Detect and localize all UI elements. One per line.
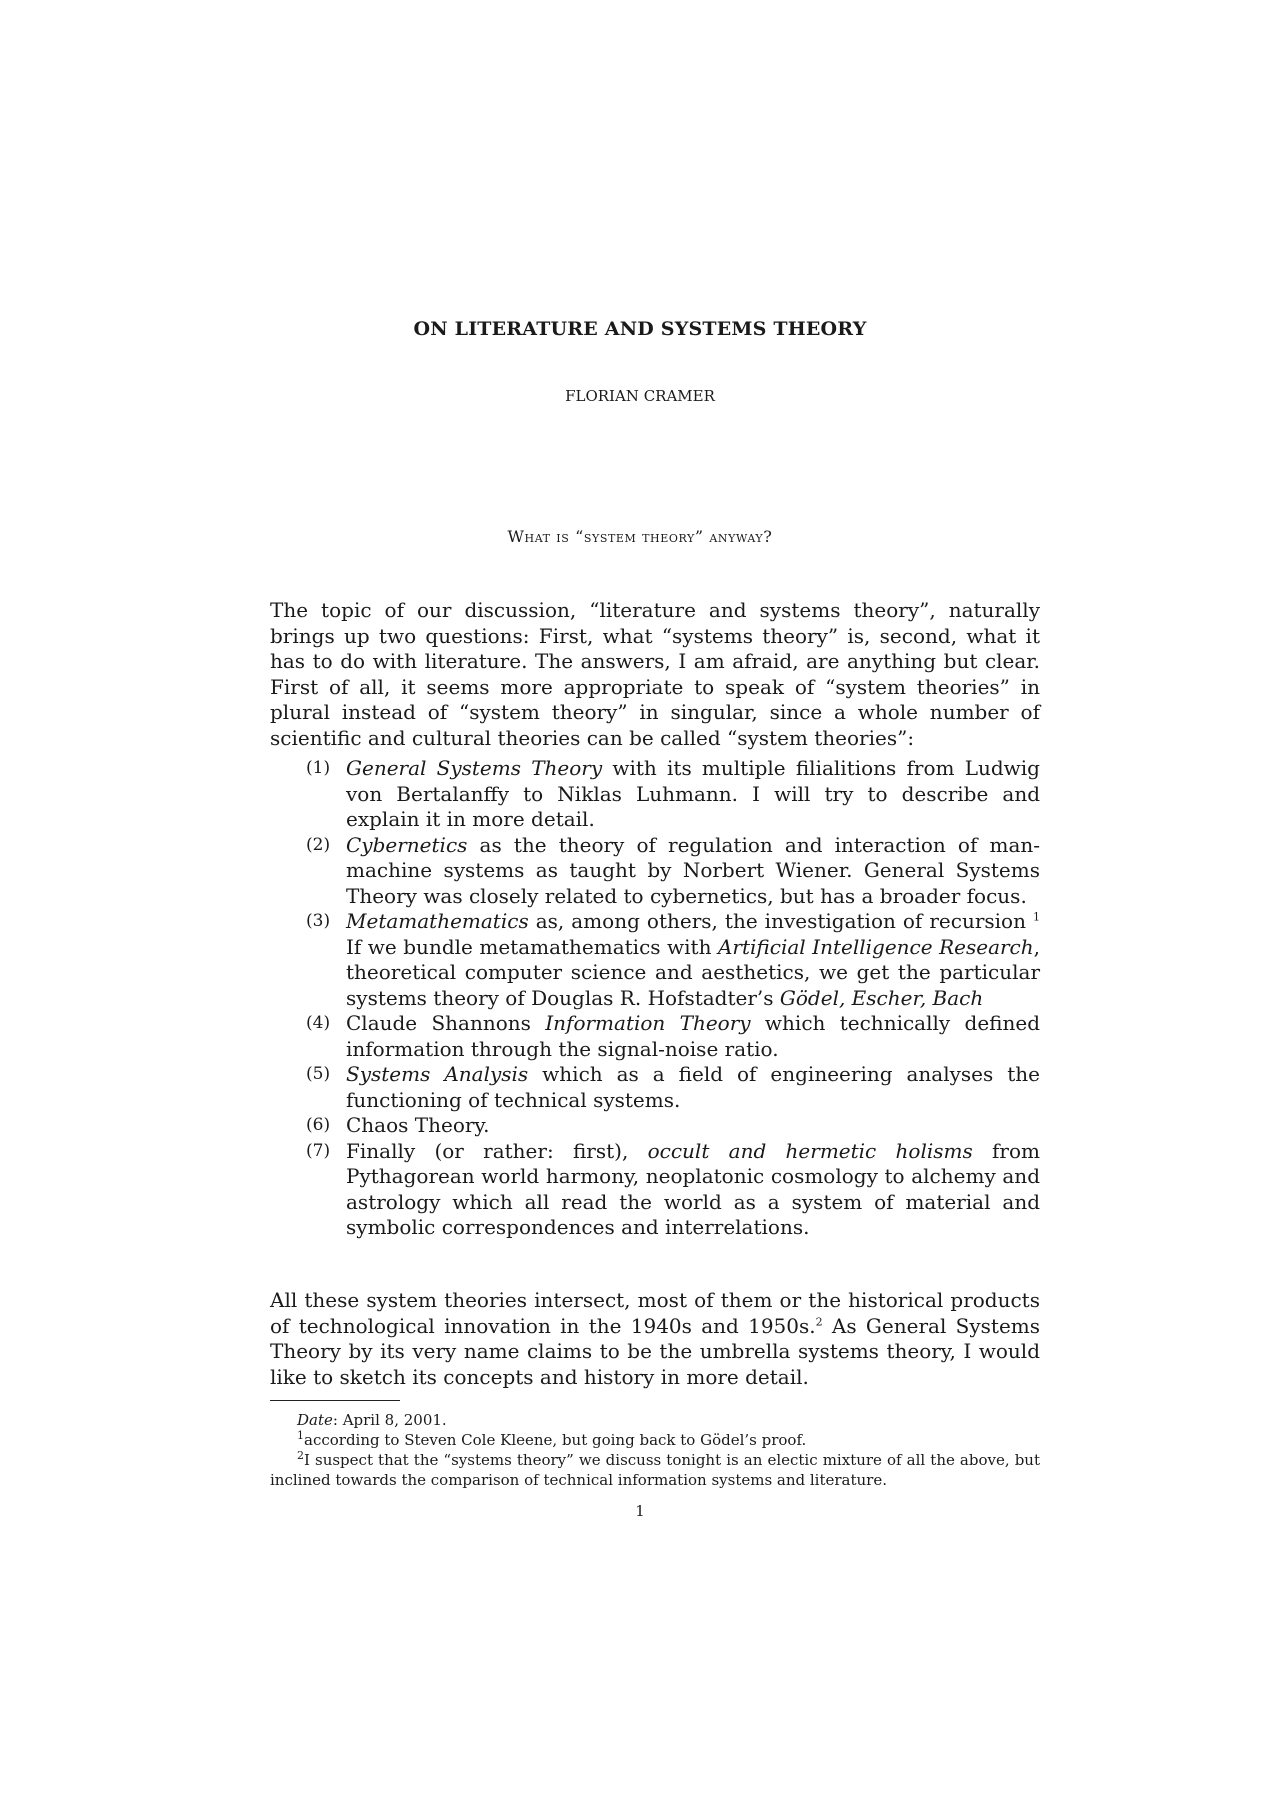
section-heading: What is “system theory” anyway? (507, 527, 773, 546)
paragraph-text: As General Systems Theory by its very name claims to be the umbrella systems theory, I would like to sketch its concepts and history in more detail. (270, 1313, 1041, 1389)
list-item (306, 1062, 1040, 1113)
list-text: from Pythagorean world harmony, neoplatonic cosmology to alchemy and astrology which all read the world as a system of material and symbolic correspondences and interrelations. (346, 1138, 1041, 1239)
list-text: which as a field of engineering analyses the functioning of technical systems. (346, 1062, 1040, 1112)
list-item (306, 1011, 1040, 1062)
footnote-text: I suspect that the “systems theory” we discuss tonight is an electic mixture of all the above, but inclined towards the comparison of technical information systems and literature. (270, 1451, 1040, 1489)
date-label: Date (297, 1411, 333, 1429)
paragraph-text: All these system theories intersect, most of them or the historical products of technological innovation in the 1940s and 1950s. (270, 1288, 1040, 1338)
list-text: as the theory of regulation and interaction of man-machine systems as taught by Norbert Wiener. General Systems Theory was closely related to cybernetics, but has a broader focus. (346, 832, 1040, 908)
footnote-number: 2 (297, 1449, 304, 1462)
list-text: , theoretical computer science and aesthetics, we get the particular systems theory of Douglas R. Hofstadter’s (346, 934, 1040, 1010)
list-item (306, 1113, 1040, 1139)
list-number: (6) (306, 1115, 331, 1135)
paper-title: ON LITERATURE AND SYSTEMS THEORY (413, 318, 867, 340)
list-number: (4) (306, 1013, 331, 1033)
footnote-date (270, 1410, 1040, 1430)
footnote-2 (270, 1450, 1040, 1490)
list-number: (2) (306, 834, 331, 855)
list-term: Gödel, Escher, Bach (779, 985, 984, 1010)
list-item (306, 909, 1040, 1011)
list-item (306, 1139, 1040, 1241)
list-text: Claude Shannons (346, 1011, 546, 1035)
list-term: Systems Analysis (346, 1062, 529, 1086)
list-text: If we bundle metamathematics with (346, 934, 718, 959)
list-item (306, 833, 1040, 910)
list-term: Artificial Intelligence Research (717, 934, 1034, 959)
author-name: FLORIAN CRAMER (565, 387, 715, 405)
footnotes (270, 1410, 1040, 1490)
footnote-marker[interactable]: 1 (1033, 910, 1040, 924)
list-term: General Systems Theory (346, 756, 603, 780)
footnote-text: according to Steven Cole Kleene, but going back to Gödel’s proof. (304, 1431, 807, 1449)
list-number: (3) (306, 911, 331, 931)
list-text: which technically defined information through the signal-noise ratio. (346, 1011, 1041, 1061)
list-text: Finally (or rather: first), (346, 1138, 648, 1163)
closing-paragraph (270, 1288, 1040, 1390)
footnote-1 (270, 1430, 1040, 1450)
list-term: Information Theory (545, 1011, 751, 1035)
intro-paragraph: The topic of our discussion, “literature and systems theory”, naturally brings up two questions: First, what “systems theory” is, second, what it has to do with literature. The answers, I am afraid, are anything but clear. First of all, it seems more appropriate to speak of “system theories” in plural instead of “system theory” in singular, since a whole number of scientific and cultural theories can be called “system theories”: (270, 598, 1040, 750)
list-number: (1) (306, 758, 331, 778)
list-text: Chaos Theory. (346, 1113, 490, 1137)
footnote-number: 1 (297, 1429, 304, 1442)
list-term: occult and hermetic holisms (647, 1138, 973, 1163)
page-number: 1 (635, 1502, 645, 1520)
list-number: (5) (306, 1064, 331, 1084)
date-value: : April 8, 2001. (332, 1411, 447, 1429)
list-term: Metamathematics (346, 909, 529, 933)
system-theories-list (306, 756, 1040, 1241)
footnote-marker[interactable]: 2 (815, 1314, 823, 1328)
list-number: (7) (306, 1140, 331, 1161)
list-text: as, among others, the investigation of recursion (528, 909, 1033, 933)
list-term: Cybernetics (346, 832, 468, 857)
list-text: with its multiple filialitions from Ludwig von Bertalanffy to Niklas Luhmann. I will try to describe and explain it in more detail. (346, 756, 1040, 831)
footnote-divider (270, 1400, 400, 1401)
list-item (306, 756, 1040, 833)
